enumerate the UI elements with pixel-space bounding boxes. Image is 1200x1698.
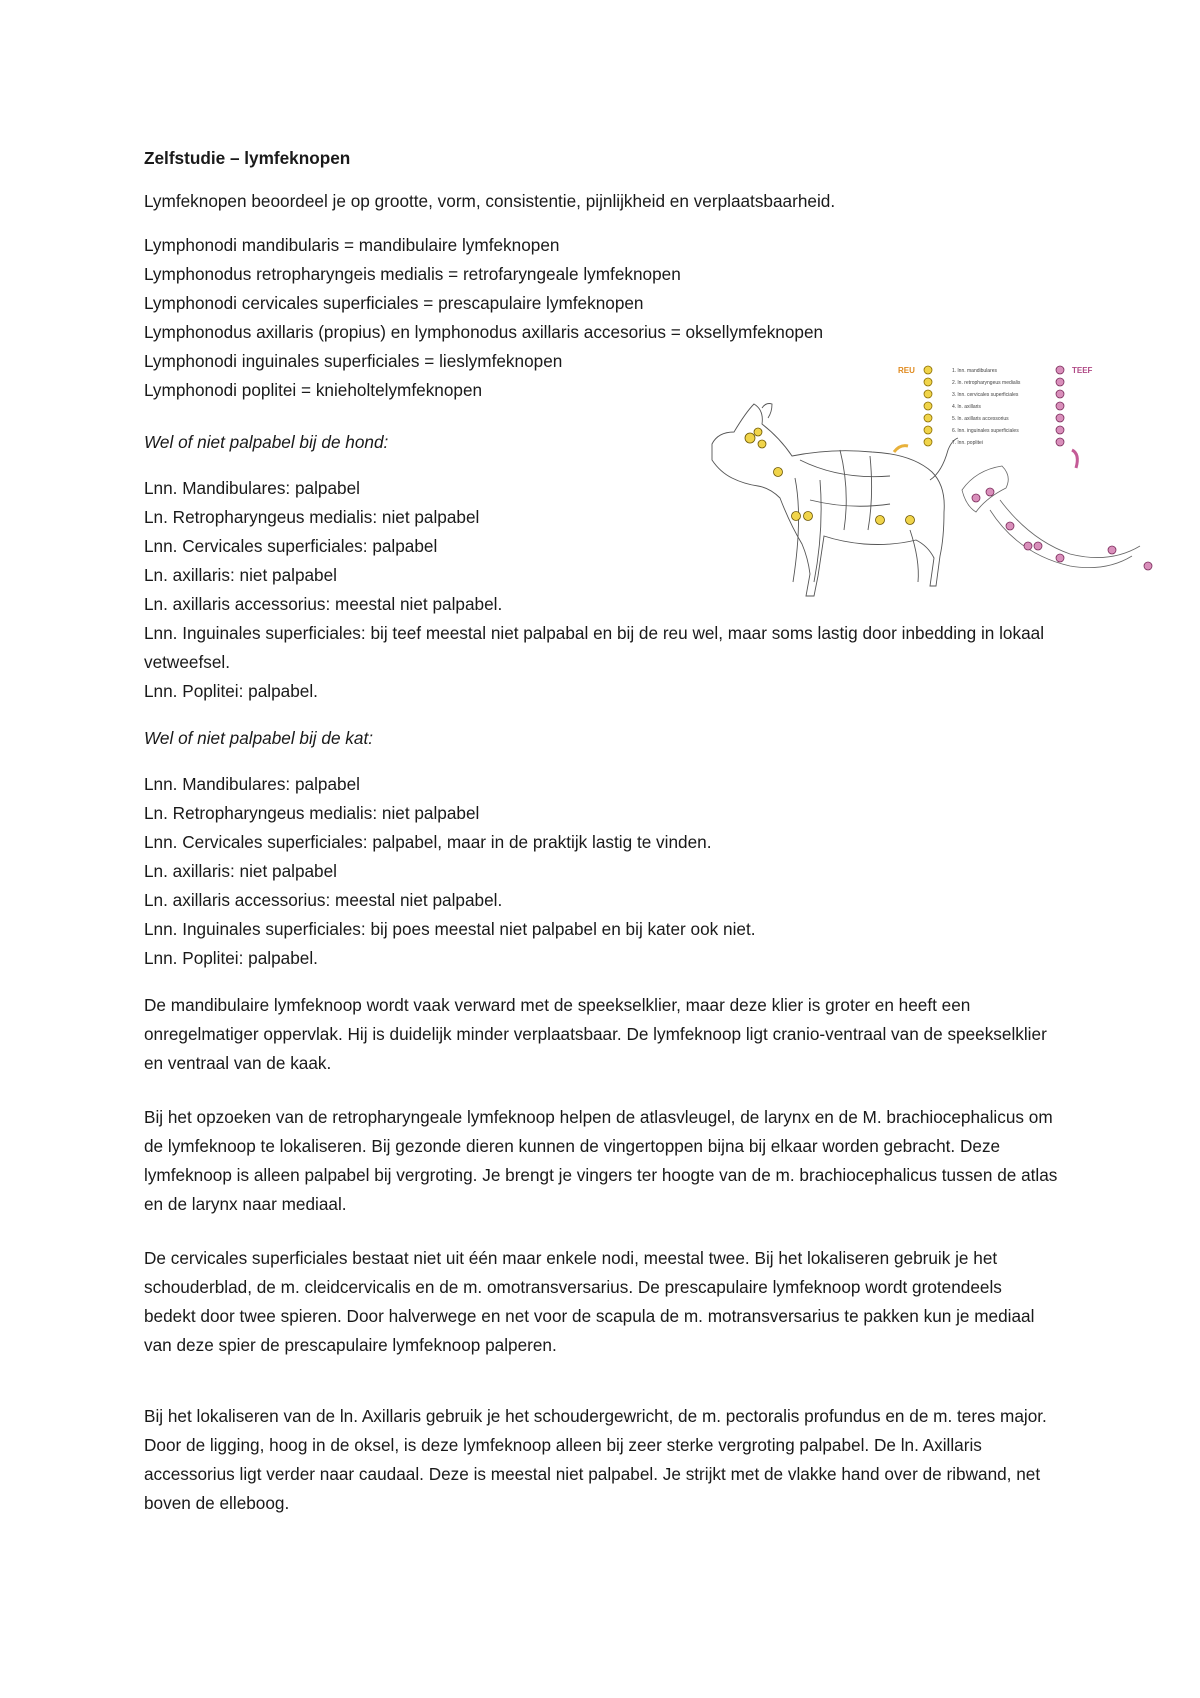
label-teef: TEEF	[1072, 366, 1093, 375]
label-reu: REU	[898, 366, 915, 375]
accent-female	[1072, 450, 1077, 468]
paragraph-mandibular	[144, 991, 1054, 1078]
dog-item: Ln. axillaris accessorius: meestal niet palpabel.	[144, 594, 503, 614]
cat-item: Lnn. Inguinales superficiales: bij poes meestal niet palpabel en bij kater ook niet.	[144, 919, 756, 939]
body-paragraph: Bij het opzoeken van de retropharyngeale lymfeknoop helpen de atlasvleugel, de larynx en de M. brachiocephalicus om de lymfeknoop te lokaliseren. Bij gezonde dieren kunnen de vingertoppen bijna bij elkaar worden gebracht. Deze lymfeknoop is alleen palpabel bij vergroting. Je brengt je vingers ter hoogte van de m. brachiocephalicus tussen de atlas en de larynx naar mediaal.	[144, 1107, 1058, 1214]
legend-item: 3. lnn. cervicales superficiales	[952, 392, 1019, 398]
paragraph-axillary	[144, 1402, 1074, 1518]
lymph-node-figure	[700, 360, 1160, 610]
cat-item: Lnn. Poplitei: palpabel.	[144, 948, 318, 968]
legend-item: 2. ln. retropharyngeus medialis	[952, 380, 1021, 386]
dog-item: Lnn. Cervicales superficiales: palpabel	[144, 536, 438, 556]
dog-item: Lnn. Mandibulares: palpabel	[144, 478, 360, 498]
legend-item: 1. lnn. mandibulares	[952, 368, 998, 374]
dog-item: Ln. Retropharyngeus medialis: niet palpabel	[144, 507, 480, 527]
intro-text: Lymfeknopen beoordeel je op grootte, vorm, consistentie, pijnlijkheid en verplaatsbaarheid.	[144, 191, 836, 211]
body-paragraph: De cervicales superficiales bestaat niet uit één maar enkele nodi, meestal twee. Bij het lokaliseren gebruik je het schouderblad, de m. cleidcervicalis en de m. omotransversarius. De prescapulaire lymfeknoop wordt grotendeels bedekt door twee spieren. Door halverwege en net voor de scapula de m. motransversarius te pakken kun je mediaal van deze spier de prescapulaire lymfeknoop palperen.	[144, 1248, 1035, 1355]
body-paragraph: De mandibulaire lymfeknoop wordt vaak verward met de speekselklier, maar deze klier is groter en heeft een onregelmatiger oppervlak. Hij is duidelijk minder verplaatsbaar. De lymfeknoop ligt cranio-ventraal van de speekselklier en ventraal van de kaak.	[144, 995, 1047, 1073]
paragraph-retropharyngeal	[144, 1103, 1062, 1219]
legend-item: 5. ln. axillaris accessorius	[952, 416, 1009, 422]
dog-outline	[712, 404, 958, 597]
cat-heading: Wel of niet palpabel bij de kat:	[144, 728, 373, 748]
ventral-lymph-nodes	[972, 488, 1152, 570]
cat-item: Ln. Retropharyngeus medialis: niet palpabel	[144, 803, 480, 823]
definition-line: Lymphonodi cervicales superficiales = prescapulaire lymfeknopen	[144, 293, 644, 313]
cat-item: Lnn. Cervicales superficiales: palpabel, maar in de praktijk lastig te vinden.	[144, 832, 712, 852]
definition-line: Lymphonodi poplitei = knieholtelymfeknopen	[144, 380, 483, 400]
cat-list	[144, 770, 1064, 973]
document-title: Zelfstudie – lymfeknopen	[144, 148, 351, 168]
cat-item: Ln. axillaris accessorius: meestal niet palpabel.	[144, 890, 503, 910]
accent-male	[894, 446, 908, 452]
definition-line: Lymphonodus retropharyngeis medialis = retrofaryngeale lymfeknopen	[144, 264, 681, 284]
legend-male-markers	[924, 366, 932, 446]
definition-line: Lymphonodus axillaris (propius) en lymphonodus axillaris accesorius = oksellymfeknopen	[144, 322, 824, 342]
dog-illustration	[700, 360, 1160, 610]
legend-item: 6. lnn. inguinales superficiales	[952, 428, 1019, 434]
dog-item: Ln. axillaris: niet palpabel	[144, 565, 337, 585]
legend-item: 4. ln. axillaris	[952, 404, 981, 410]
intro-paragraph	[144, 187, 1064, 216]
dog-item: Lnn. Poplitei: palpabel.	[144, 681, 318, 701]
legend-female-markers	[1056, 366, 1064, 446]
definition-line: Lymphonodi inguinales superficiales = lieslymfeknopen	[144, 351, 563, 371]
dog-heading: Wel of niet palpabel bij de hond:	[144, 432, 389, 452]
legend-rows	[952, 368, 1021, 446]
legend-item: 7. lnn. poplitei	[952, 440, 983, 446]
paragraph-cervical	[144, 1244, 1049, 1360]
cat-item: Ln. axillaris: niet palpabel	[144, 861, 337, 881]
definition-line: Lymphonodi mandibularis = mandibulaire lymfeknopen	[144, 235, 560, 255]
dog-item: Lnn. Inguinales superficiales: bij teef meestal niet palpabal en bij de reu wel, maar soms lastig door inbedding in lokaal vetweefsel.	[144, 623, 1045, 672]
body-paragraph: Bij het lokaliseren van de ln. Axillaris gebruik je het schoudergewricht, de m. pectoralis profundus en de m. teres major. Door de ligging, hoog in de oksel, is deze lymfeknoop alleen bij zeer sterke vergroting palpabel. De ln. Axillaris accessorius ligt verder naar caudaal. Deze is meestal niet palpabel. Je strijkt met de vlakke hand over de ribwand, net boven de elleboog.	[144, 1406, 1047, 1513]
cat-item: Lnn. Mandibulares: palpabel	[144, 774, 360, 794]
